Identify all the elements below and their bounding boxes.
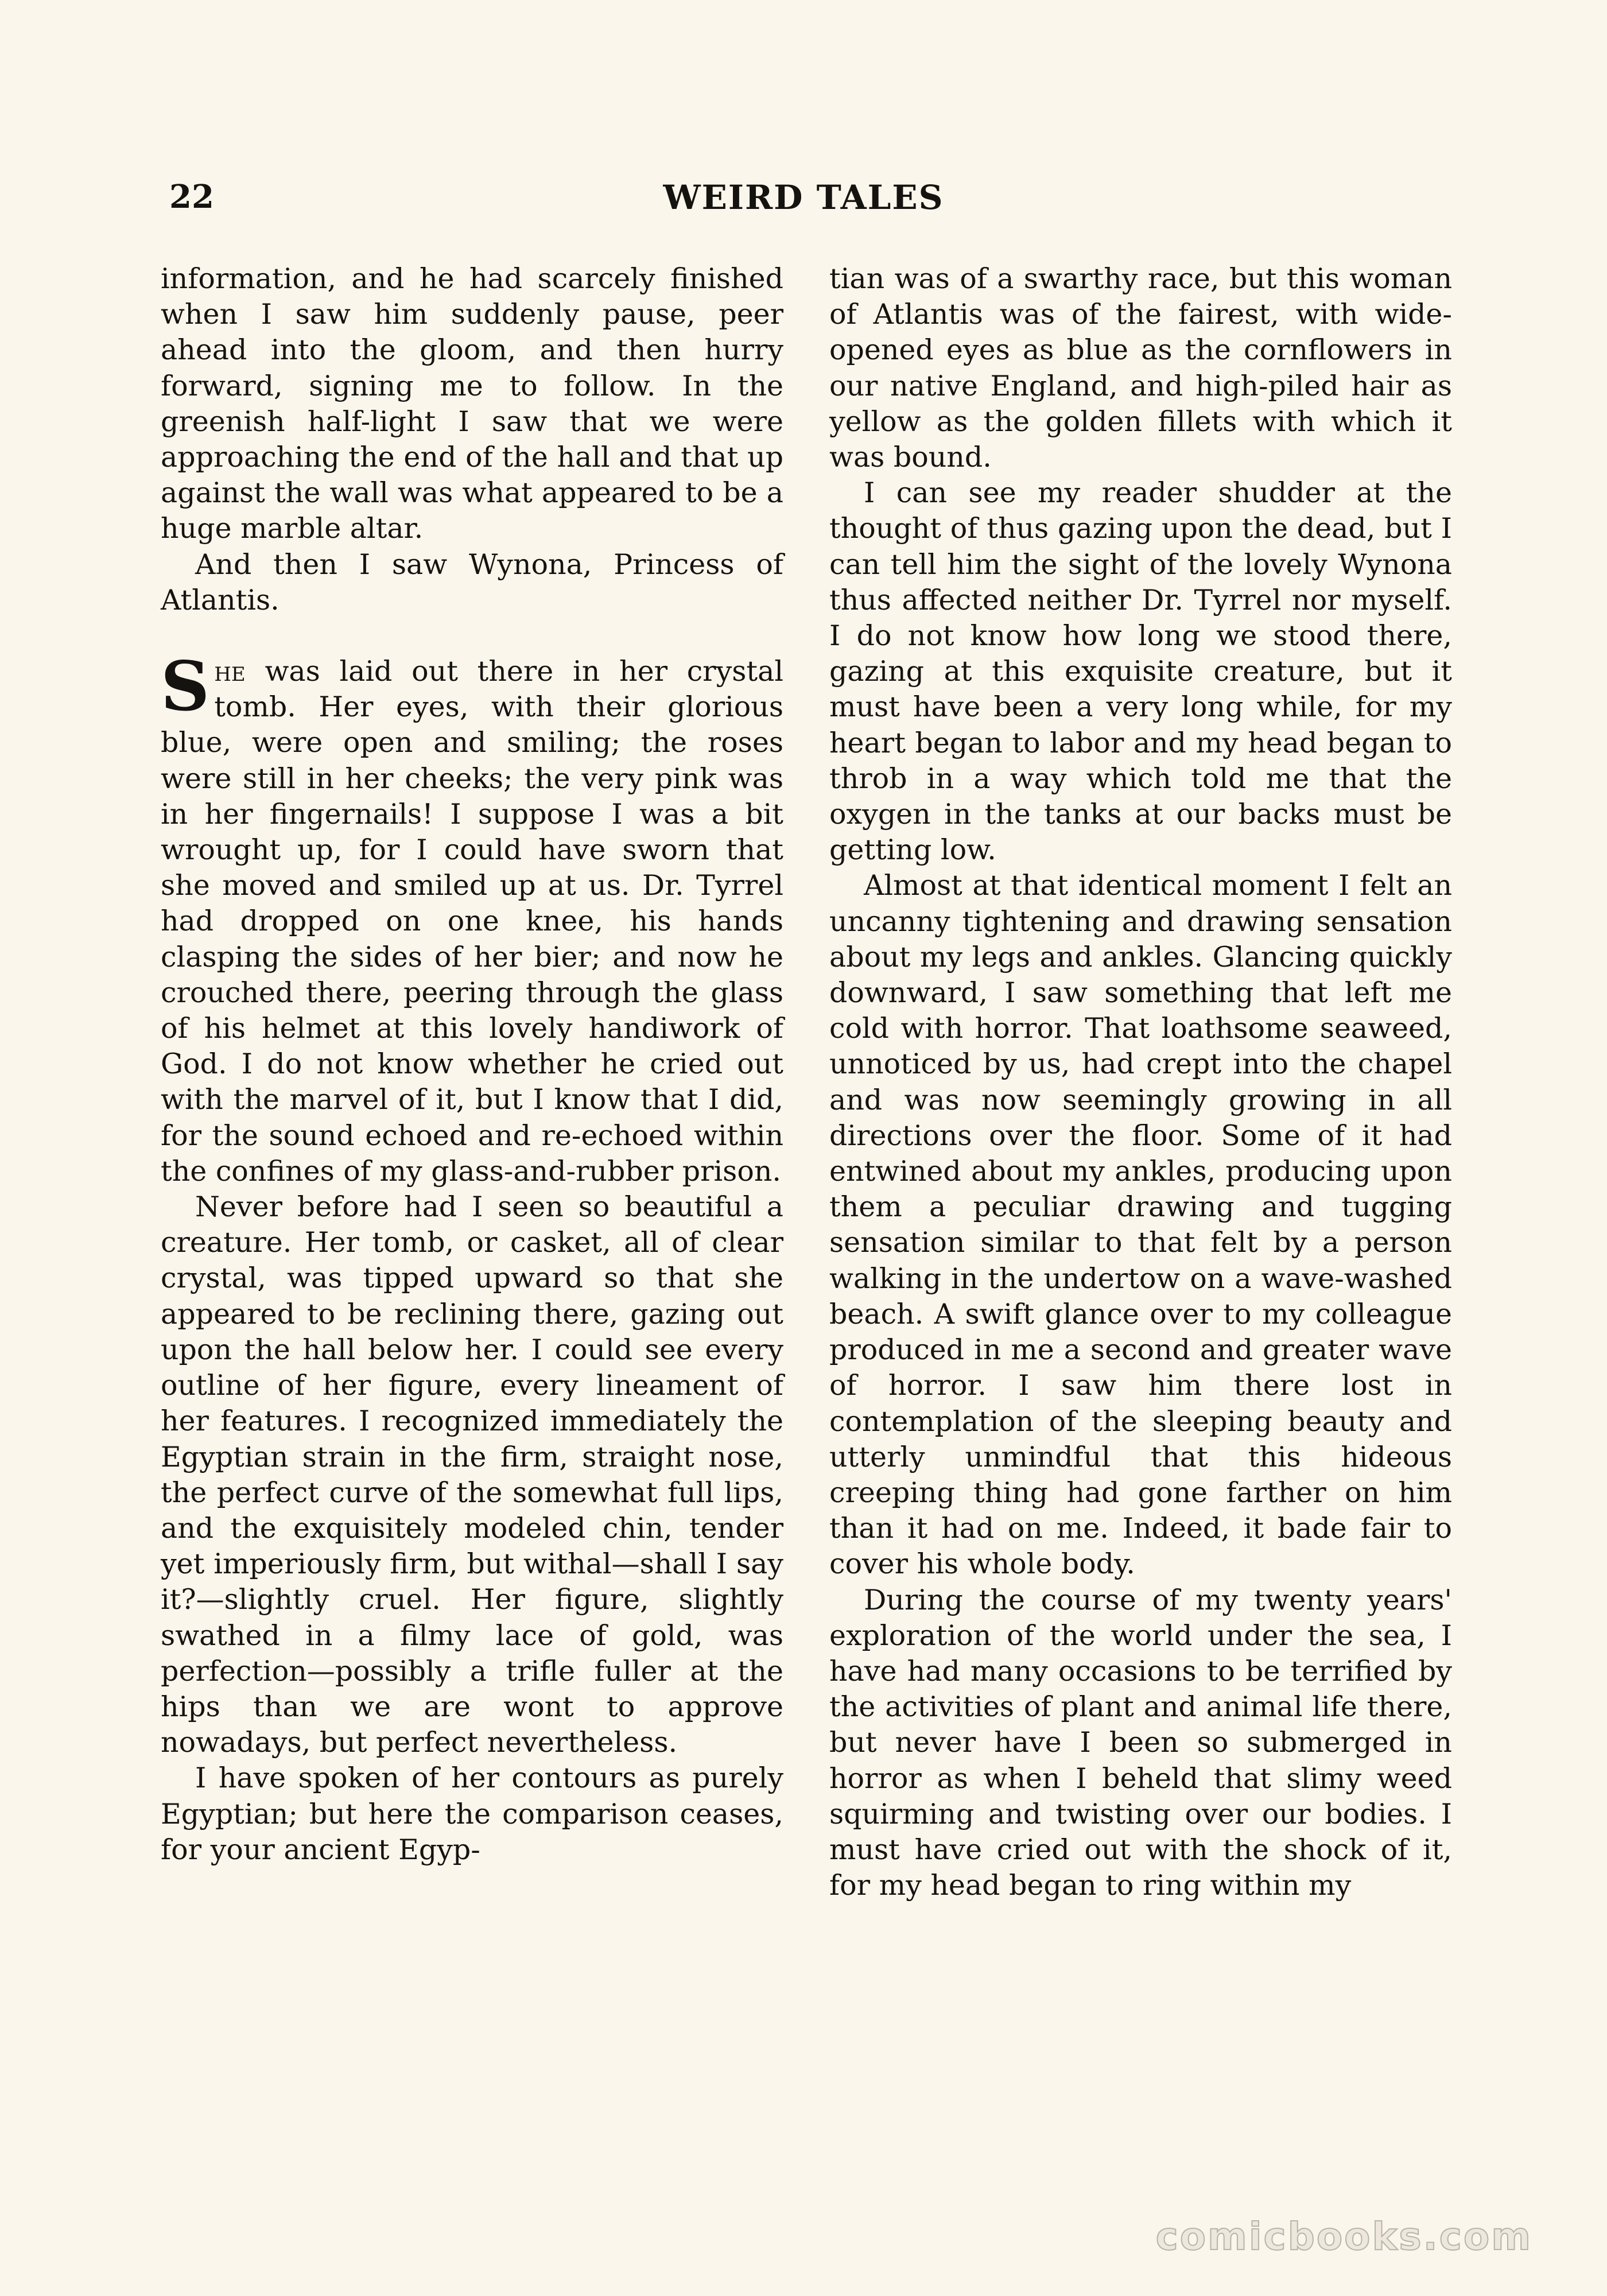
paragraph: Almost at that identical moment I felt an uncanny tightening and drawing sensation about my legs and ankles. Glancing quickly downward, I saw something that left me cold with horror. That loathsome seaweed, unnoticed by us, had crept into the chapel and was now seemingly growing in all directions over the floor. Some of it had entwined about my ankles, producing upon them a peculiar drawing and tugging sensation similar to that felt by a person walking in the undertow on a wave-washed beach. A swift glance over to my colleague produced in me a second and greater wave of horror. I saw him there lost in contemplation of the sleeping beauty and utterly unmindful that this hideous creeping thing had gone farther on him than it had on me. Indeed, it bade fair to cover his whole body. <box>829 869 1452 1581</box>
left-column <box>161 261 783 1868</box>
paragraph: During the course of my twenty years' exploration of the world under the sea, I have had many occasions to be terrified by the activities of plant and animal life there, but never have I been so submerged in horror as when I beheld that slimy weed squirming and twisting over our bodies. I must have cried out with the shock of it, for my head began to ring within my <box>829 1583 1452 1902</box>
magazine-title: WEIRD TALES <box>663 178 944 217</box>
paragraph: information, and he had scarcely finished when I saw him suddenly pause, peer ahead into the gloom, and then hurry forward, signing me to follow. In the greenish half-light I saw that we were approaching the end of the hall and that up against the wall was what appeared to be a huge marble altar. <box>161 262 783 545</box>
paragraph-text: was laid out there in her crystal tomb. Her eyes, with their glorious blue, were open and smiling; the roses were still in her cheeks; the very pink was in her fingernails! I suppose I was a bit wrought up, for I could have sworn that she moved and smiled up at us. Dr. Tyrrel had dropped on one knee, his hands clasping the sides of her bier; and now he crouched there, peering through the glass of his helmet at this lovely handiwork of God. I do not know whether he cried out with the marvel of it, but I know that I did, for the sound echoed and re-echoed within the confines of my glass-and-rubber prison. <box>161 655 783 1188</box>
section-opening-paragraph <box>161 646 783 1189</box>
right-column <box>829 261 1452 1903</box>
drop-cap: S <box>161 646 210 727</box>
page-number: 22 <box>169 178 214 216</box>
watermark: comicbooks.com <box>1155 2214 1532 2259</box>
paragraph: Never before had I seen so beautiful a creature. Her tomb, or casket, all of clear crystal, was tipped upward so that she appeared to be reclining there, gazing out upon the hall below her. I could see every outline of her figure, every lineament of her features. I recognized immediately the Egyptian strain in the firm, straight nose, the perfect curve of the somewhat full lips, and the exquisitely modeled chin, tender yet imperiously firm, but withal—shall I say it?—slightly cruel. Her figure, slightly swathed in a filmy lace of gold, was perfection—possibly a trifle fuller at the hips than we are wont to approve nowadays, but perfect nevertheless. <box>161 1190 783 1759</box>
paragraph: I can see my reader shudder at the thought of thus gazing upon the dead, but I can tell him the sight of the lovely Wynona thus affected neither Dr. Tyrrel nor myself. I do not know how long we stood there, gazing at this exquisite creature, but it must have been a very long while, for my heart began to labor and my head began to throb in a way which told me that the oxygen in the tanks at our backs must be getting low. <box>829 476 1452 867</box>
running-head <box>155 178 1452 224</box>
small-caps-lead: he <box>214 655 246 688</box>
paragraph: tian was of a swarthy race, but this woman of Atlantis was of the fairest, with wide-opened eyes as blue as the cornflowers in our native England, and high-piled hair as yellow as the golden fillets with which it was bound. <box>829 262 1452 474</box>
paragraph: I have spoken of her contours as purely Egyptian; but here the comparison ceases, for your ancient Egyp- <box>161 1762 783 1866</box>
paragraph: And then I saw Wynona, Princess of Atlantis. <box>161 548 783 616</box>
